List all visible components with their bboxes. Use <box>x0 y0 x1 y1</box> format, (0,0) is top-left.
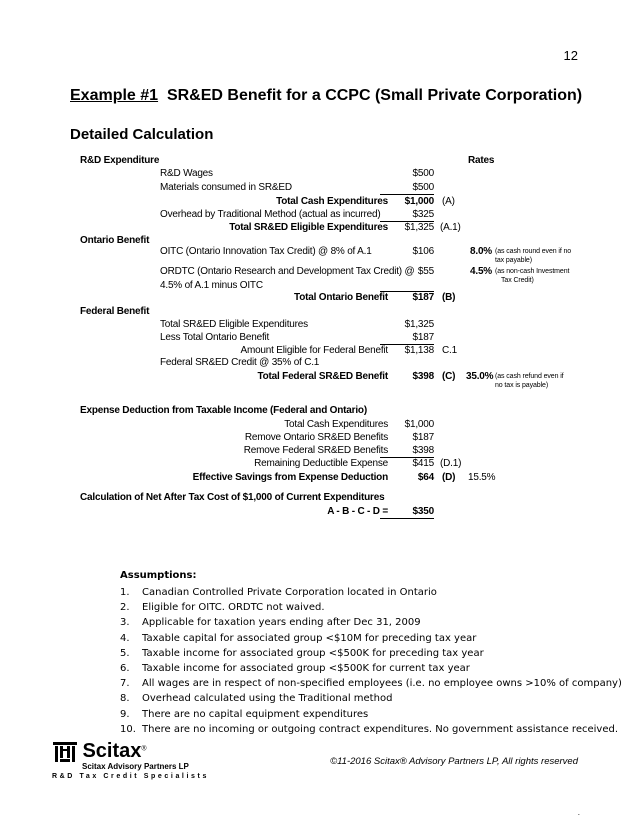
list-item <box>120 707 622 722</box>
total-cash-label: Total Cash Expenditures <box>276 196 388 207</box>
federal-total-tag: (C) <box>442 371 456 382</box>
oitc-note-line2: tax payable) <box>495 257 532 264</box>
eligible-amount: $1,325 <box>404 222 434 233</box>
item-number: 8. <box>120 693 130 705</box>
remove-ontario-label: Remove Ontario SR&ED Benefits <box>244 432 388 443</box>
list-item <box>120 615 622 630</box>
item-number: 6. <box>120 662 130 674</box>
ontario-total-label: Total Ontario Benefit <box>294 292 388 303</box>
footer-dot: . <box>577 808 580 817</box>
remaining-amount: $415 <box>412 458 434 469</box>
expense-cash-amount: $1,000 <box>404 419 434 430</box>
ordtc-rate: 4.5% <box>470 266 492 277</box>
federal-note <box>495 372 564 390</box>
federal-heading: Federal Benefit <box>80 306 150 317</box>
page-number: 12 <box>563 48 578 63</box>
item-text: Canadian Controlled Private Corporation located in Ontario <box>142 587 437 598</box>
logo-registered: ® <box>141 745 147 753</box>
overhead-amount: $325 <box>380 209 434 222</box>
scitax-logo-icon <box>52 740 78 764</box>
oitc-amount: $106 <box>412 246 434 257</box>
savings-label: Effective Savings from Expense Deduction <box>192 472 388 483</box>
ordtc-note-line2: Tax Credit) <box>501 277 534 284</box>
federal-note-line1: (as cash refund even if <box>495 373 564 380</box>
wages-amount: $500 <box>412 168 434 179</box>
item-text: There are no incoming or outgoing contract expenditures. No government assistance received. <box>142 723 618 735</box>
savings-amount: $64 <box>417 472 434 483</box>
rd-heading: R&D Expenditure <box>80 155 160 166</box>
remaining-label: Remaining Deductible Expense <box>254 458 388 469</box>
ontario-total-amount: $187 <box>380 291 434 303</box>
ordtc-label-line2: 4.5% of A.1 minus OITC <box>160 280 263 291</box>
list-item <box>120 661 622 676</box>
amount-eligible-amount: $1,138 <box>404 345 434 356</box>
logo-name: Scitax <box>82 740 142 762</box>
amount-eligible-tag: C.1 <box>442 345 457 356</box>
item-number: 3. <box>120 617 130 629</box>
item-text: Eligible for OITC. ORDTC not waived. <box>142 602 325 614</box>
section-subtitle: Detailed Calculation <box>70 126 214 143</box>
list-item <box>120 646 622 661</box>
assumptions-list <box>120 585 622 737</box>
assumptions-section <box>120 570 622 737</box>
fed-eligible-amount: $1,325 <box>404 319 434 330</box>
total-cash-tag: (A) <box>442 196 455 207</box>
eligible-tag: (A.1) <box>440 222 461 233</box>
oitc-label: OITC (Ontario Innovation Tax Credit) @ 8% of A.1 <box>160 246 372 257</box>
materials-amount: $500 <box>380 182 434 195</box>
example-label: Example #1 <box>70 87 159 104</box>
federal-credit-label: Federal SR&ED Credit @ 35% of C.1 <box>160 357 320 368</box>
ontario-total-tag: (B) <box>442 292 456 303</box>
remove-ontario-amount: $187 <box>412 432 434 443</box>
fed-eligible-label: Total SR&ED Eligible Expenditures <box>160 319 308 330</box>
assumptions-heading: Assumptions: <box>120 570 197 581</box>
item-text: Taxable income for associated group <$500K for current tax year <box>142 662 470 674</box>
item-text: Taxable capital for associated group <$10M for preceding tax year <box>142 632 477 644</box>
list-item <box>120 585 622 600</box>
list-item <box>120 691 622 706</box>
company-logo <box>52 740 209 780</box>
net-formula: A - B - C - D = <box>327 506 388 517</box>
less-ontario-amount: $187 <box>380 332 434 345</box>
list-item <box>120 631 622 646</box>
remaining-tag: (D.1) <box>440 458 462 469</box>
ordtc-note <box>495 267 569 285</box>
federal-total-amount: $398 <box>412 371 434 382</box>
copyright-notice: ©11-2016 Scitax® Advisory Partners LP, All rights reserved <box>330 756 578 767</box>
savings-tag: (D) <box>442 472 456 483</box>
net-amount: $350 <box>380 506 434 519</box>
remove-federal-amount: $398 <box>380 445 434 458</box>
item-number: 5. <box>120 647 130 659</box>
expense-heading: Expense Deduction from Taxable Income (Federal and Ontario) <box>80 405 367 416</box>
item-number: 7. <box>120 678 130 690</box>
item-number: 10. <box>120 723 136 735</box>
federal-rate: 35.0% <box>466 371 494 382</box>
item-number: 9. <box>120 708 130 720</box>
ontario-heading: Ontario Benefit <box>80 235 150 246</box>
oitc-rate: 8.0% <box>470 246 492 257</box>
net-heading: Calculation of Net After Tax Cost of $1,000 of Current Expenditures <box>80 492 385 503</box>
oitc-note-line1: (as cash round even if no <box>495 248 572 255</box>
less-ontario-label: Less Total Ontario Benefit <box>160 332 270 343</box>
amount-eligible-label: Amount Eligible for Federal Benefit <box>240 345 388 356</box>
federal-total-label: Total Federal SR&ED Benefit <box>257 371 388 382</box>
total-cash-amount: $1,000 <box>404 196 434 207</box>
eligible-label: Total SR&ED Eligible Expenditures <box>229 222 388 233</box>
item-text: There are no capital equipment expenditures <box>142 708 369 720</box>
item-text: All wages are in respect of non-specified employees (i.e. no employee owns >10% of company) <box>142 678 622 690</box>
item-text: Taxable income for associated group <$500K for preceding tax year <box>142 647 484 659</box>
rates-heading: Rates <box>468 155 495 166</box>
item-text: Overhead calculated using the Traditional method <box>142 693 393 705</box>
item-number: 2. <box>120 602 130 614</box>
materials-label: Materials consumed in SR&ED <box>160 182 292 193</box>
savings-rate: 15.5% <box>468 472 496 483</box>
overhead-label: Overhead by Traditional Method (actual as incurred) <box>160 209 381 220</box>
list-item <box>120 676 622 691</box>
list-item <box>120 722 622 737</box>
wages-label: R&D Wages <box>160 168 213 179</box>
logo-subtitle: Scitax Advisory Partners LP <box>82 762 189 771</box>
ordtc-amount: $55 <box>417 266 434 277</box>
item-number: 1. <box>120 587 130 598</box>
expense-cash-label: Total Cash Expenditures <box>284 419 388 430</box>
title-text: SR&ED Benefit for a CCPC (Small Private Corporation) <box>166 87 583 104</box>
item-text: Applicable for taxation years ending after Dec 31, 2009 <box>142 617 421 629</box>
ordtc-note-line1: (as non-cash Investment <box>495 268 570 275</box>
remove-federal-label: Remove Federal SR&ED Benefits <box>243 445 388 456</box>
item-number: 4. <box>120 632 130 644</box>
page-title <box>70 87 582 105</box>
federal-note-line2: no tax is payable) <box>495 382 549 389</box>
oitc-note <box>495 247 571 265</box>
ordtc-label-line1: ORDTC (Ontario Research and Development Tax Credit) @ <box>160 266 415 277</box>
list-item <box>120 600 622 615</box>
logo-tagline: R&D Tax Credit Specialists <box>52 773 209 780</box>
